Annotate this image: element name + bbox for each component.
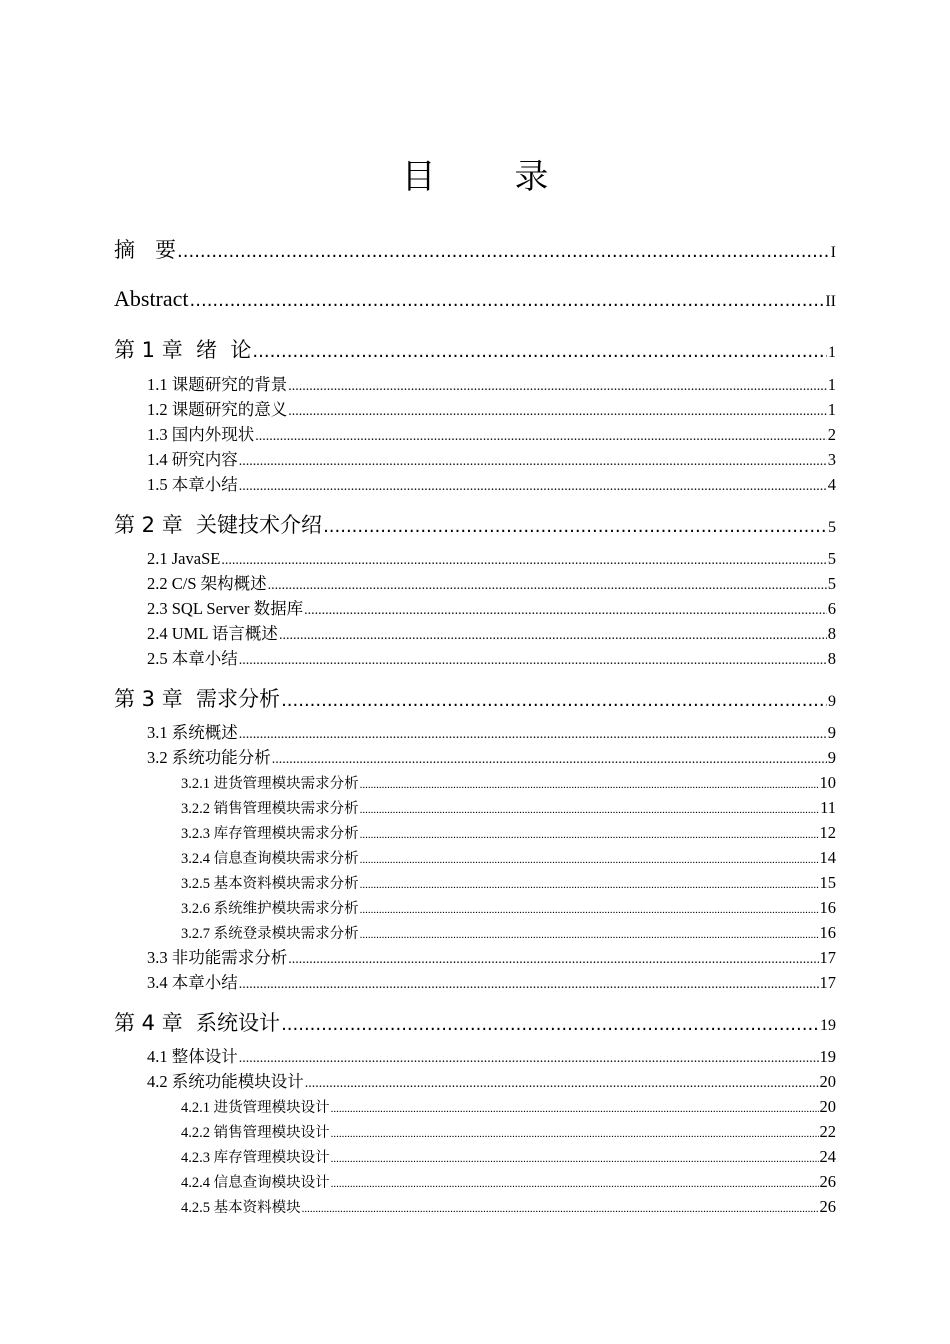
toc-entry[interactable] bbox=[181, 922, 836, 946]
toc-page-number: 8 bbox=[827, 624, 836, 643]
toc-entry-label: 4.2.1 进货管理模块设计 bbox=[181, 1100, 330, 1116]
toc-page-number: 5 bbox=[828, 519, 836, 536]
toc-entry[interactable] bbox=[147, 473, 836, 499]
toc-entry[interactable] bbox=[181, 847, 836, 871]
toc-page-number: 8 bbox=[827, 649, 836, 668]
toc-dot-leader bbox=[221, 549, 826, 573]
toc-dot-leader bbox=[255, 425, 827, 449]
toc-dot-leader bbox=[360, 824, 819, 846]
toc-entry-label: 第 4 章 系统设计 bbox=[114, 1011, 281, 1035]
toc-entry-label: 2.1 JavaSE bbox=[147, 549, 221, 568]
toc-dot-leader bbox=[360, 899, 819, 921]
toc-page-number: 10 bbox=[819, 773, 836, 792]
toc-entry-label: 3.2.7 系统登录模块需求分析 bbox=[181, 926, 359, 942]
toc-page-number: 1 bbox=[827, 375, 836, 394]
toc-dot-leader bbox=[331, 1148, 819, 1170]
toc-page-number: 9 bbox=[827, 723, 836, 742]
toc-entry[interactable] bbox=[114, 684, 836, 717]
toc-entry[interactable] bbox=[114, 335, 836, 368]
toc-page-number: 9 bbox=[828, 693, 836, 710]
toc-dot-leader bbox=[281, 1010, 819, 1040]
toc-entry[interactable] bbox=[181, 1171, 836, 1195]
toc-page-number: I bbox=[830, 244, 836, 261]
toc-dot-leader bbox=[304, 599, 827, 623]
toc-page-number: II bbox=[825, 293, 836, 310]
toc-entry[interactable] bbox=[114, 284, 836, 317]
toc-dot-leader bbox=[281, 686, 827, 716]
toc-page-number: 24 bbox=[819, 1147, 836, 1166]
toc-entry-label: 3.2 系统功能分析 bbox=[147, 748, 271, 767]
toc-entry[interactable] bbox=[147, 647, 836, 673]
toc-page-number: 22 bbox=[819, 1122, 836, 1141]
toc-page-number: 20 bbox=[819, 1097, 836, 1116]
toc-dot-leader bbox=[305, 1072, 819, 1096]
toc-page-number: 12 bbox=[819, 823, 836, 842]
toc-entry-label: 3.2.6 系统维护模块需求分析 bbox=[181, 901, 359, 917]
toc-dot-leader bbox=[360, 774, 819, 796]
toc-entry-label: 摘 要 bbox=[114, 238, 177, 262]
toc-entry-label: 第 1 章 绪 论 bbox=[114, 338, 252, 362]
toc-entry-label: 3.4 本章小结 bbox=[147, 973, 238, 992]
toc-page-number: 17 bbox=[819, 973, 836, 992]
toc-entry-label: 4.2 系统功能模块设计 bbox=[147, 1072, 304, 1091]
toc-dot-leader bbox=[331, 1123, 819, 1145]
toc-entry[interactable] bbox=[181, 1121, 836, 1145]
toc-page-number: 9 bbox=[827, 748, 836, 767]
toc-entry-label: 2.2 C/S 架构概述 bbox=[147, 574, 267, 593]
toc-entry-label: 3.2.3 库存管理模块需求分析 bbox=[181, 826, 359, 842]
toc-entry-label: 1.3 国内外现状 bbox=[147, 425, 255, 444]
toc-entry[interactable] bbox=[147, 423, 836, 449]
toc-page-number: 16 bbox=[819, 898, 836, 917]
toc-dot-leader bbox=[252, 337, 827, 367]
toc-page-number: 20 bbox=[819, 1072, 836, 1091]
toc-entry[interactable] bbox=[147, 971, 836, 997]
toc-dot-leader bbox=[239, 1047, 819, 1071]
toc-dot-leader bbox=[279, 624, 827, 648]
toc-dot-leader bbox=[272, 748, 827, 772]
toc-page-number: 4 bbox=[827, 475, 836, 494]
toc-dot-leader bbox=[288, 948, 818, 972]
toc-dot-leader bbox=[239, 973, 819, 997]
toc-dot-leader bbox=[360, 799, 819, 821]
toc-dot-leader bbox=[239, 723, 827, 747]
toc-page-number: 19 bbox=[820, 1017, 836, 1034]
toc-entry[interactable] bbox=[147, 1070, 836, 1096]
toc-dot-leader bbox=[268, 574, 827, 598]
toc-page-number: 15 bbox=[819, 873, 836, 892]
toc-dot-leader bbox=[360, 874, 819, 896]
toc-page-number: 11 bbox=[820, 798, 836, 817]
toc-page-number: 14 bbox=[819, 848, 836, 867]
toc-dot-leader bbox=[360, 849, 819, 871]
toc-entry[interactable] bbox=[147, 597, 836, 623]
toc-entry[interactable] bbox=[147, 746, 836, 772]
toc-entry[interactable] bbox=[181, 872, 836, 896]
toc-dot-leader bbox=[331, 1098, 819, 1120]
toc-dot-leader bbox=[360, 924, 819, 946]
toc-entry-label: 3.1 系统概述 bbox=[147, 723, 238, 742]
toc-page-number: 17 bbox=[819, 948, 836, 967]
toc-dot-leader bbox=[239, 450, 827, 474]
toc-entry-label: 1.1 课题研究的背景 bbox=[147, 375, 288, 394]
toc-entry[interactable] bbox=[114, 235, 836, 268]
toc-entry-label: 3.3 非功能需求分析 bbox=[147, 948, 288, 967]
toc-entry-label: 4.2.2 销售管理模块设计 bbox=[181, 1125, 330, 1141]
toc-entry[interactable] bbox=[181, 797, 836, 821]
toc-entry-label: 2.5 本章小结 bbox=[147, 649, 238, 668]
toc-entry-label: 3.2.5 基本资料模块需求分析 bbox=[181, 876, 359, 892]
toc-page-number: 3 bbox=[827, 450, 836, 469]
toc-entry[interactable] bbox=[147, 448, 836, 474]
toc-entry[interactable] bbox=[181, 1146, 836, 1170]
toc-dot-leader bbox=[239, 475, 827, 499]
toc-entry-label: 第 2 章 关键技术介绍 bbox=[114, 513, 323, 537]
toc-entry[interactable] bbox=[147, 721, 836, 747]
toc-entry[interactable] bbox=[114, 510, 836, 543]
toc-page-number: 5 bbox=[827, 574, 836, 593]
toc-entry[interactable] bbox=[181, 772, 836, 796]
toc-dot-leader bbox=[177, 237, 830, 267]
toc-entry[interactable] bbox=[147, 547, 836, 573]
toc-page-number: 6 bbox=[827, 599, 836, 618]
toc-page-number: 16 bbox=[819, 923, 836, 942]
toc-entry[interactable] bbox=[181, 1196, 836, 1220]
toc-entry[interactable] bbox=[181, 1096, 836, 1120]
toc-entry-label: 4.1 整体设计 bbox=[147, 1047, 238, 1066]
page-title: 目 录 bbox=[401, 157, 583, 197]
toc-entry[interactable] bbox=[181, 822, 836, 846]
toc-page-number: 19 bbox=[819, 1047, 836, 1066]
toc-entry-label: 4.2.5 基本资料模块 bbox=[181, 1200, 301, 1216]
toc-entry[interactable] bbox=[147, 1045, 836, 1071]
toc-entry[interactable] bbox=[147, 373, 836, 399]
toc-dot-leader bbox=[288, 375, 827, 399]
toc-entry-label: 4.2.3 库存管理模块设计 bbox=[181, 1150, 330, 1166]
toc-page-number: 2 bbox=[827, 425, 836, 444]
toc-entry-label: Abstract bbox=[114, 286, 189, 311]
toc-entry-label: 3.2.2 销售管理模块需求分析 bbox=[181, 801, 359, 817]
toc-dot-leader bbox=[239, 649, 827, 673]
toc-entry-label: 2.3 SQL Server 数据库 bbox=[147, 599, 304, 618]
toc-entry[interactable] bbox=[114, 1008, 836, 1041]
toc-entry-label: 第 3 章 需求分析 bbox=[114, 687, 281, 711]
toc-entry[interactable] bbox=[147, 622, 836, 648]
toc-page-number: 5 bbox=[827, 549, 836, 568]
toc-dot-leader bbox=[323, 512, 827, 542]
toc-entry-label: 1.5 本章小结 bbox=[147, 475, 238, 494]
toc-dot-leader bbox=[302, 1198, 819, 1220]
toc-page-number: 26 bbox=[819, 1197, 836, 1216]
toc-entry-label: 3.2.1 进货管理模块需求分析 bbox=[181, 776, 359, 792]
toc-entry-label: 1.4 研究内容 bbox=[147, 450, 238, 469]
toc-page-number: 26 bbox=[819, 1172, 836, 1191]
toc-dot-leader bbox=[331, 1173, 819, 1195]
toc-entry[interactable] bbox=[147, 572, 836, 598]
toc-page-number: 1 bbox=[828, 344, 836, 361]
toc-entry-label: 3.2.4 信息查询模块需求分析 bbox=[181, 851, 359, 867]
toc-entry-label: 1.2 课题研究的意义 bbox=[147, 400, 288, 419]
toc-page-number: 1 bbox=[827, 400, 836, 419]
toc-dot-leader bbox=[190, 286, 825, 316]
toc-dot-leader bbox=[288, 400, 827, 424]
toc-entry[interactable] bbox=[147, 398, 836, 424]
toc-entry-label: 4.2.4 信息查询模块设计 bbox=[181, 1175, 330, 1191]
toc-entry[interactable] bbox=[181, 897, 836, 921]
toc-entry-label: 2.4 UML 语言概述 bbox=[147, 624, 278, 643]
toc-entry[interactable] bbox=[147, 946, 836, 972]
